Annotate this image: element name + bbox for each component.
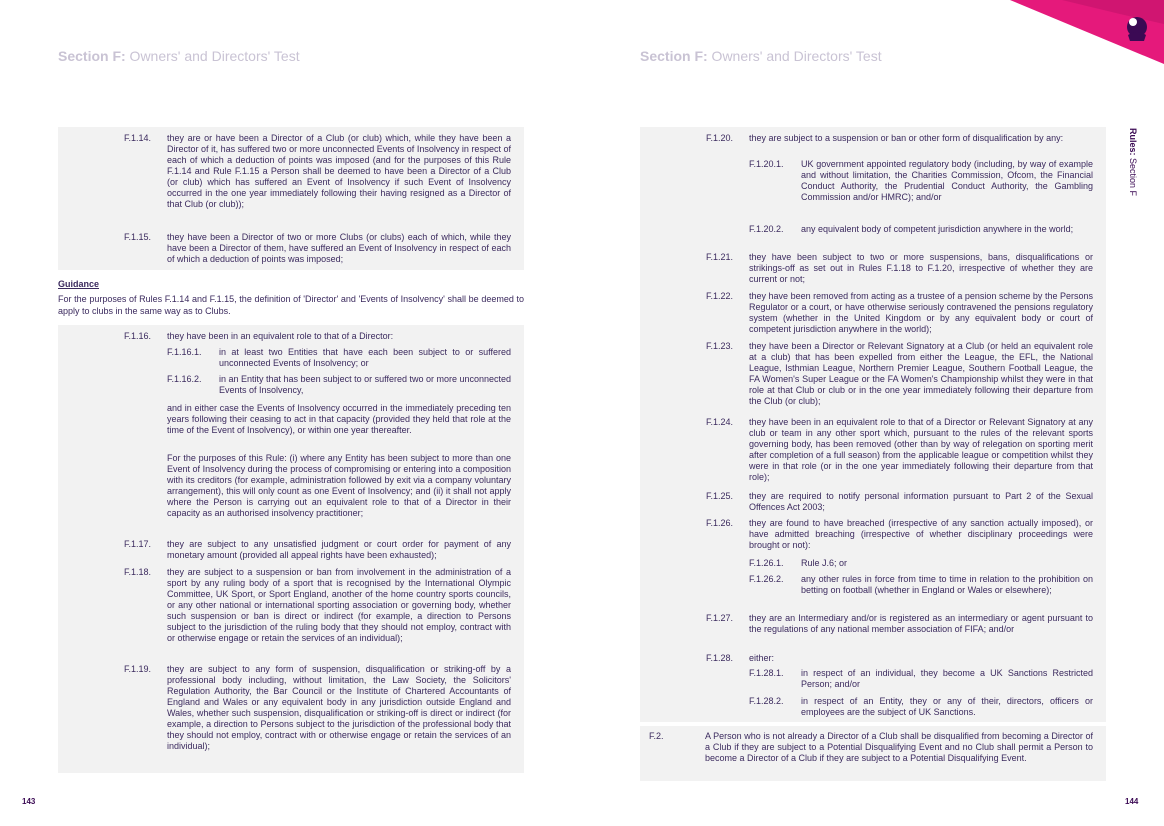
guidance-text: For the purposes of Rules F.1.14 and F.1.15, the definition of 'Director' and 'Events of Insolvency' shall be deemed to apply to clubs in the same way as to Clubs.: [58, 294, 524, 316]
guidance-title: Guidance: [58, 279, 100, 289]
corner-decoration: [1010, 0, 1164, 70]
right-page-header: [640, 48, 882, 64]
premier-league-lion-icon: [1127, 17, 1147, 41]
left-page-header: [58, 48, 300, 64]
header-section-bold: Section F:: [58, 48, 126, 64]
right-page-number: 144: [1125, 797, 1139, 806]
side-rules-label: Rules: Section F: [1128, 128, 1138, 197]
header-section-title: Owners' and Directors' Test: [125, 48, 300, 64]
left-page-number: 143: [22, 797, 36, 806]
header-section-bold: Section F:: [640, 48, 708, 64]
header-section-title: Owners' and Directors' Test: [707, 48, 882, 64]
